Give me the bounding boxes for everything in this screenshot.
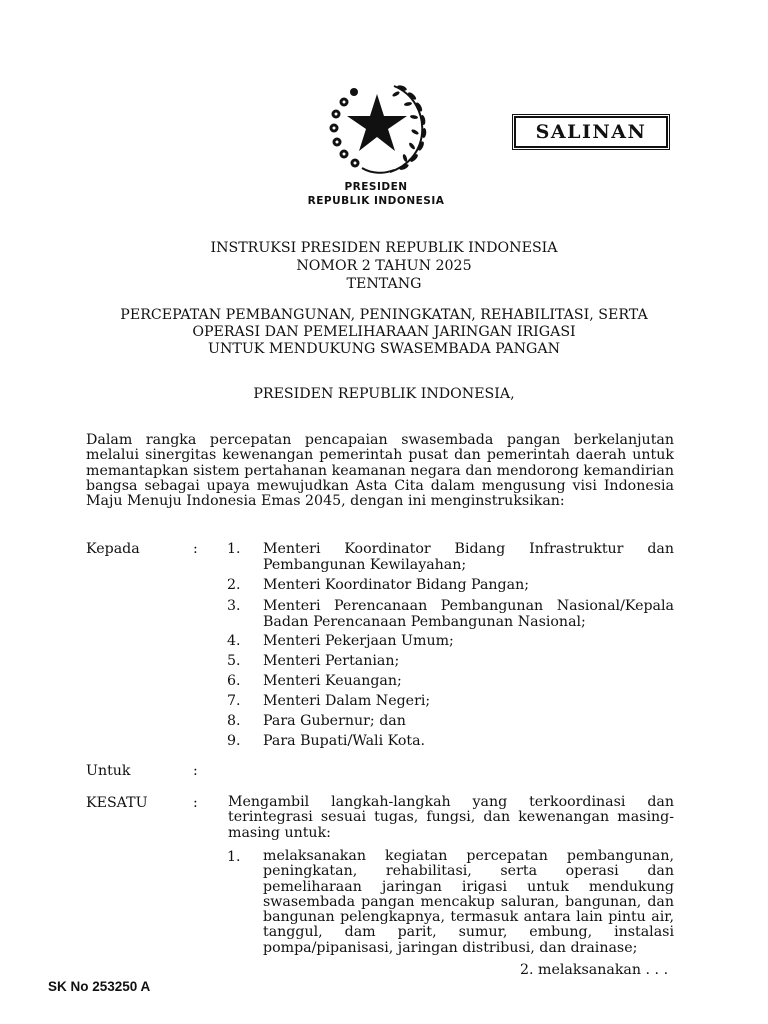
- kepada-num-3: 3.: [227, 598, 241, 614]
- kesatu-label: KESATU: [86, 795, 148, 811]
- kepada-item-2: Menteri Koordinator Bidang Pangan;: [263, 577, 530, 593]
- kesatu-text: Mengambil langkah-langkah yang terkoordinasi dan terintegrasi sesuai tugas, fungsi, dan kewenangan masing-masing untuk:: [228, 794, 674, 841]
- issuer-line-1: PRESIDEN: [344, 181, 408, 193]
- kesatu-colon: :: [193, 795, 198, 811]
- kesatu-sub-num-1: 1.: [227, 849, 241, 865]
- kepada-num-1: 1.: [227, 541, 241, 557]
- kepada-label: Kepada: [86, 541, 140, 557]
- kepada-item-8: Para Gubernur; dan: [263, 713, 406, 729]
- untuk-colon: :: [193, 763, 198, 779]
- subject-line-3: UNTUK MENDUKUNG SWASEMBADA PANGAN: [208, 341, 560, 357]
- title-line-3: TENTANG: [346, 276, 422, 292]
- subject-line-1: PERCEPATAN PEMBANGUNAN, PENINGKATAN, REHABILITASI, SERTA: [120, 307, 648, 323]
- kepada-item-4: Menteri Pekerjaan Umum;: [263, 633, 454, 649]
- issuer-line-2: REPUBLIK INDONESIA: [307, 195, 445, 207]
- kepada-item-9: Para Bupati/Wali Kota.: [263, 733, 426, 749]
- kepada-item-5: Menteri Pertanian;: [263, 653, 400, 669]
- kepada-num-6: 6.: [227, 673, 241, 689]
- kepada-item-6: Menteri Keuangan;: [263, 673, 402, 689]
- document-title: [40, 240, 728, 293]
- footer-code: SK No 253250 A: [48, 979, 151, 994]
- kepada-num-2: 2.: [227, 577, 241, 593]
- kepada-item-3: Menteri Perencanaan Pembangunan Nasional/Kepala Badan Perencanaan Pembangunan Nasional;: [263, 598, 674, 630]
- continuation-marker: 2. melaksanakan . . .: [520, 962, 669, 978]
- salinan-stamp: SALINAN: [514, 116, 668, 148]
- document-subject: [40, 307, 728, 358]
- kepada-item-1: Menteri Koordinator Bidang Infrastruktur dan Pembangunan Kewilayahan;: [263, 541, 674, 573]
- title-line-1: INSTRUKSI PRESIDEN REPUBLIK INDONESIA: [210, 240, 558, 256]
- preamble-paragraph: Dalam rangka percepatan pencapaian swasembada pangan berkelanjutan melalui sinergitas kewenangan pemerintah pusat dan pemerintah daerah untuk memantapkan sistem pertahanan keamanan negara dan mendorong kemandirian bangsa sebagai upaya mewujudkan Asta Cita dalam mengusung visi Indonesia Maju Menuju Indonesia Emas 2045, dengan ini menginstruksikan:: [86, 432, 674, 510]
- kesatu-sub-item-1: melaksanakan kegiatan percepatan pembangunan, peningkatan, rehabilitasi, serta operasi dan pemeliharaan jaringan irigasi untuk mendukung swasembada pangan mencakup saluran, bangunan, dan bangunan pelengkapnya, termasuk antara lain pintu air, tanggul, dam parit, sumur, embung, instalasi pompa/pipanisasi, jaringan distribusi, dan drainase;: [263, 848, 674, 956]
- kepada-num-4: 4.: [227, 633, 241, 649]
- kepada-colon: :: [193, 541, 198, 557]
- subject-line-2: OPERASI DAN PEMELIHARAAN JARINGAN IRIGASI: [192, 324, 576, 340]
- kepada-num-7: 7.: [227, 693, 241, 709]
- star-emblem-icon: [322, 72, 432, 182]
- president-line: PRESIDEN REPUBLIK INDONESIA,: [253, 386, 515, 402]
- issuer-heading: [276, 180, 476, 208]
- kepada-num-8: 8.: [227, 713, 241, 729]
- kepada-num-5: 5.: [227, 653, 241, 669]
- kepada-num-9: 9.: [227, 733, 241, 749]
- kepada-item-7: Menteri Dalam Negeri;: [263, 693, 431, 709]
- title-line-2: NOMOR 2 TAHUN 2025: [296, 258, 472, 274]
- untuk-label: Untuk: [86, 763, 131, 779]
